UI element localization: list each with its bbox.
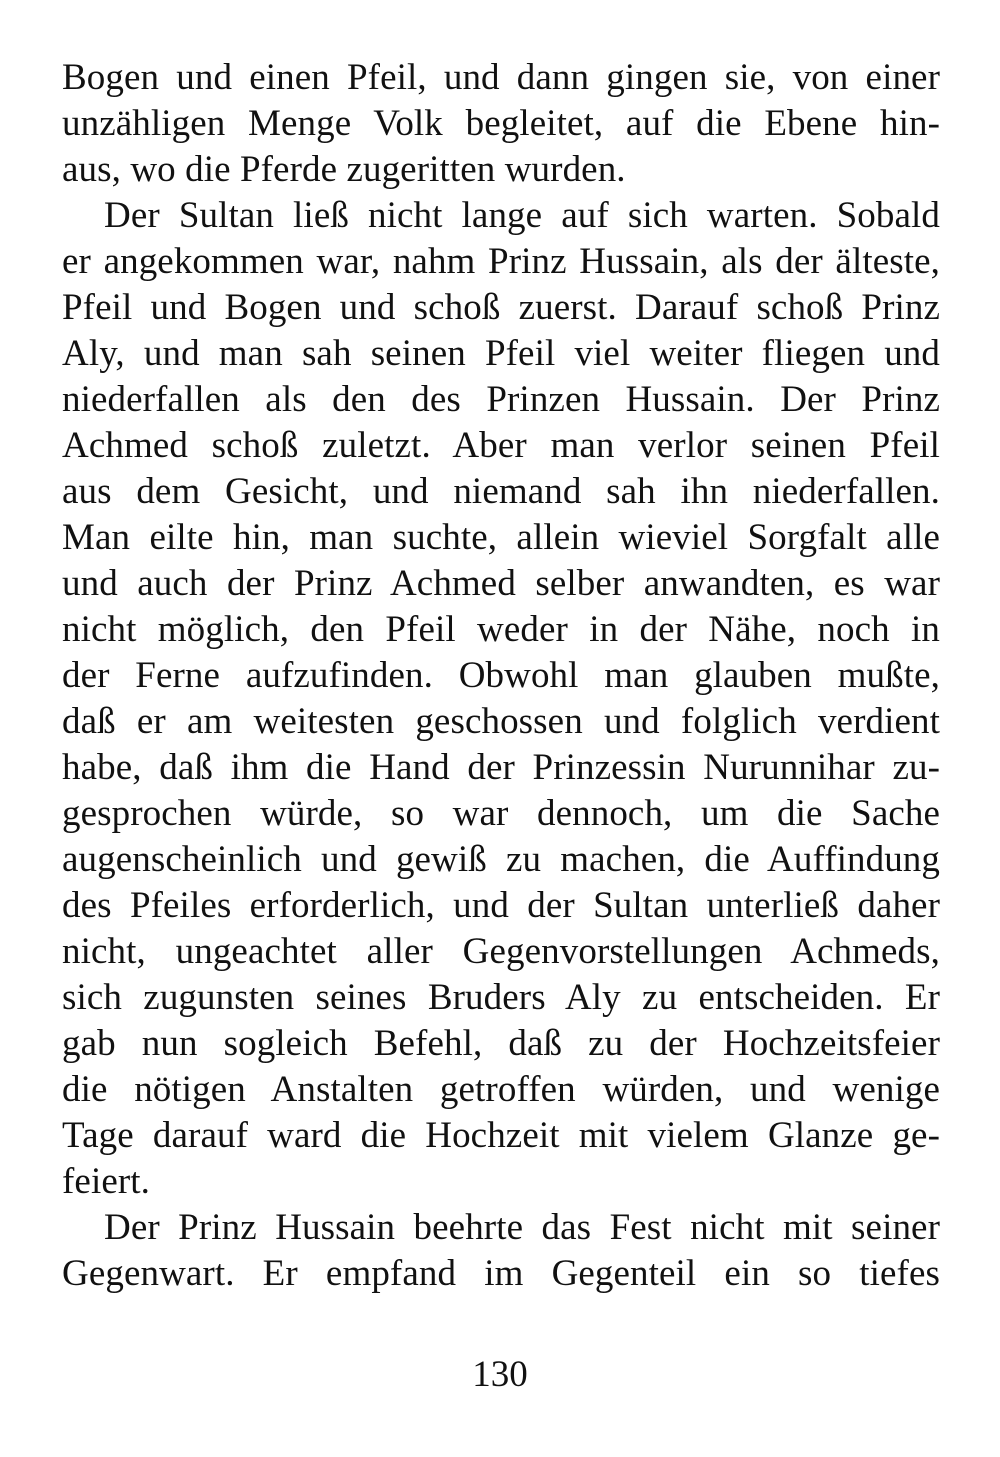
text-line: Gegenwart. Er empfand im Gegenteil ein so tiefes (62, 1253, 940, 1294)
text-line: Bogen und einen Pfeil, und dann gingen sie, von einer (62, 57, 940, 98)
text-line: des Pfeiles erforderlich, und der Sultan unterließ daher (62, 885, 940, 926)
text-line: nicht, ungeachtet aller Gegenvorstellungen Achmeds, (62, 931, 940, 972)
text-line: er angekommen war, nahm Prinz Hussain, als der älteste, (62, 241, 940, 282)
paragraph (62, 55, 940, 193)
page-number: 130 (472, 1354, 528, 1395)
text-line: Der Sultan ließ nicht lange auf sich warten. Sobald (104, 195, 940, 236)
text-line: Der Prinz Hussain beehrte das Fest nicht mit seiner (104, 1207, 940, 1248)
text-line: der Ferne aufzufinden. Obwohl man glauben mußte, (62, 655, 940, 696)
text-line: gesprochen würde, so war dennoch, um die Sache (62, 793, 940, 834)
text-line: Achmed schoß zuletzt. Aber man verlor seinen Pfeil (62, 425, 940, 466)
text-line: die nötigen Anstalten getroffen würden, und wenige (62, 1069, 940, 1110)
text-line: und auch der Prinz Achmed selber anwandten, es war (62, 563, 940, 604)
text-line: Man eilte hin, man suchte, allein wieviel Sorgfalt alle (62, 517, 940, 558)
text-line: Tage darauf ward die Hochzeit mit vielem Glanze ge- (62, 1115, 940, 1156)
text-line: nicht möglich, den Pfeil weder in der Nähe, noch in (62, 609, 940, 650)
paragraph (62, 1205, 940, 1297)
text-line: gab nun sogleich Befehl, daß zu der Hochzeitsfeier (62, 1023, 940, 1064)
text-line: aus dem Gesicht, und niemand sah ihn niederfallen. (62, 471, 940, 512)
text-line: aus, wo die Pferde zugeritten wurden. (62, 149, 626, 190)
text-line: niederfallen als den des Prinzen Hussain. Der Prinz (62, 379, 940, 420)
text-line: sich zugunsten seines Bruders Aly zu entscheiden. Er (62, 977, 940, 1018)
page-text (62, 55, 940, 1297)
paragraph (62, 193, 940, 1205)
text-line: daß er am weitesten geschossen und folglich verdient (62, 701, 940, 742)
text-line: feiert. (62, 1161, 150, 1202)
text-line: habe, daß ihm die Hand der Prinzessin Nurunnihar zu- (62, 747, 940, 788)
text-line: augenscheinlich und gewiß zu machen, die Auffindung (62, 839, 940, 880)
text-line: Aly, und man sah seinen Pfeil viel weiter fliegen und (62, 333, 940, 374)
text-line: unzähligen Menge Volk begleitet, auf die Ebene hin- (62, 103, 940, 144)
text-line: Pfeil und Bogen und schoß zuerst. Darauf schoß Prinz (62, 287, 940, 328)
